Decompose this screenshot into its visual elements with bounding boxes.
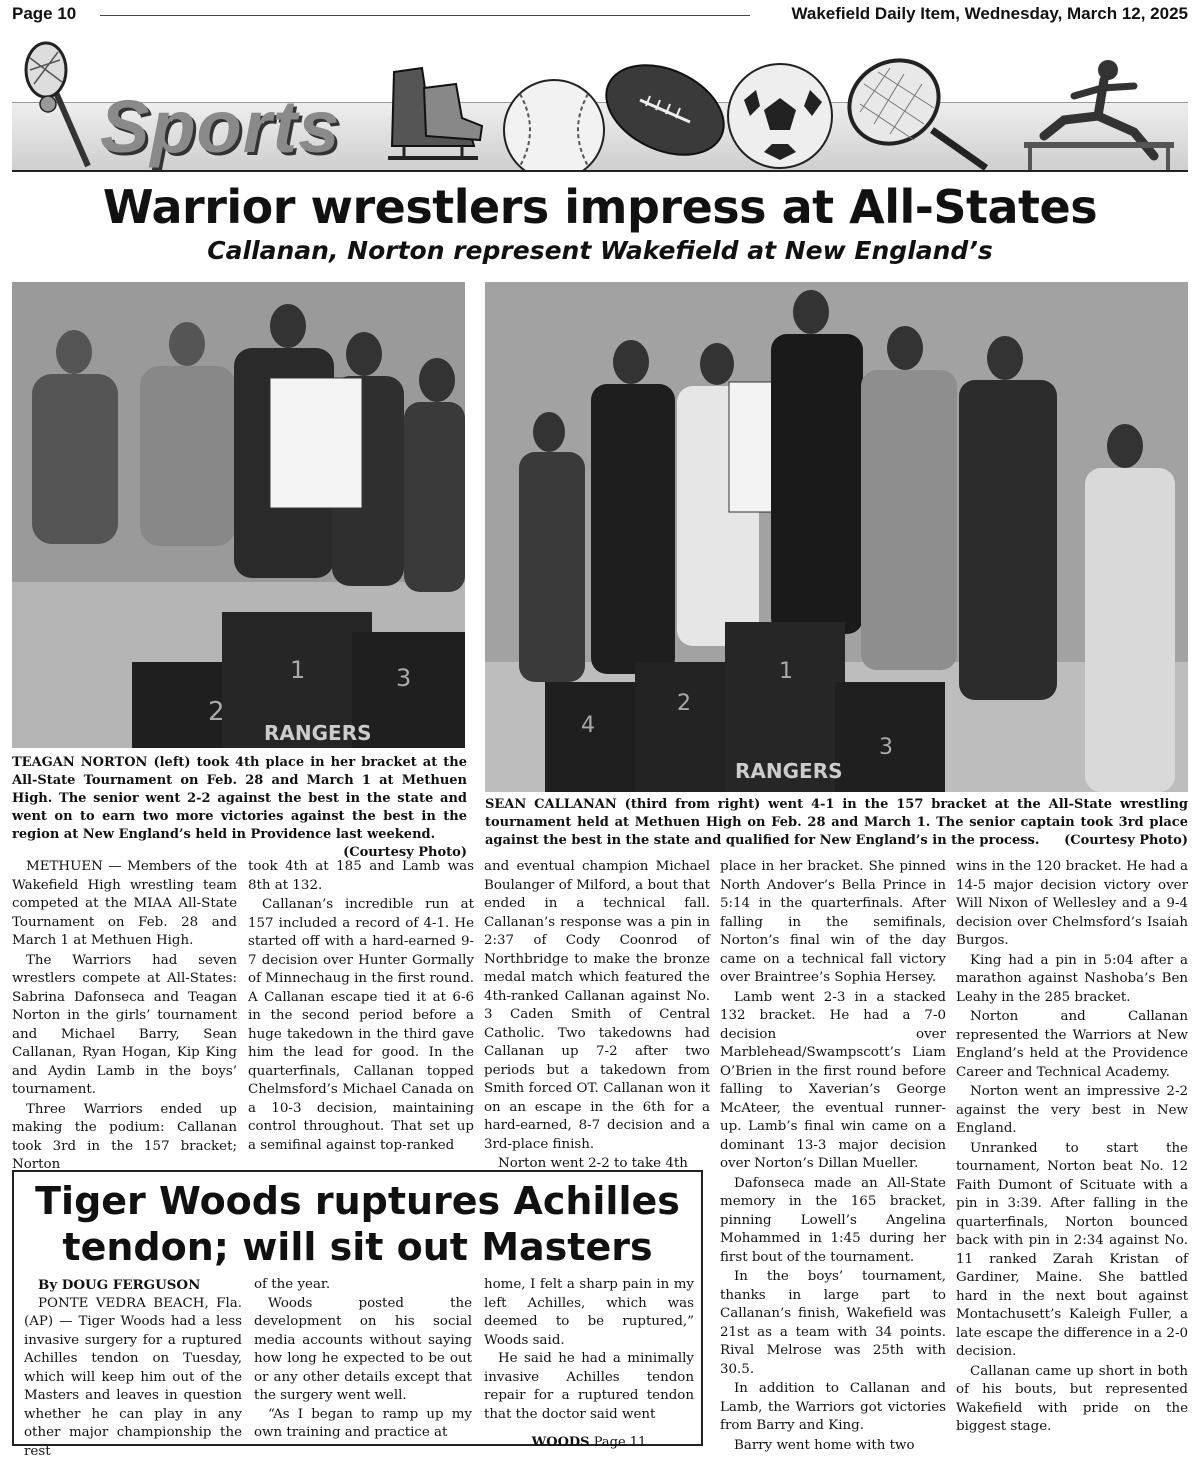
rangers-banner-text: RANGERS [264,721,372,745]
paragraph: Woods posted the development on his social media accounts without saying how long he expected to be out or any other details except that the surgery went well. [254,1295,472,1403]
article-column-2 [248,858,474,1155]
woods-column-1 [24,1276,242,1459]
paragraph: METHUEN — Members of the Wakefield High wrestling team competed at the MIAA All-State Tournament on Feb. 28 and March 1 at Methuen High. [12,859,237,948]
woods-column-3 [484,1276,694,1453]
jump-reference[interactable] [484,1434,694,1453]
article-column-4 [720,858,946,1455]
paragraph: of the year. [254,1277,331,1292]
sports-banner [12,32,1188,172]
photo-credit-left: (Courtesy Photo) [343,845,467,860]
woods-headline [14,1178,701,1270]
photo-credit-right: (Courtesy Photo) [1064,833,1188,848]
paragraph: wins in the 120 bracket. He had a 14-5 major decision victory over Will Nixon of Wellesley and a 9-4 decision over Chelmsford’s Isaiah Burgos. [956,859,1188,948]
paragraph: Dafonseca made an All-State memory in the 165 bracket, pinning Lowell’s Angelina Mohammed in 1:45 during her first bout of the tournament. [720,1175,946,1265]
baseball-icon [498,74,610,172]
paragraph: Three Warriors ended up making the podium: Callanan took 3rd in the 157 bracket; Norton [12,1101,237,1172]
paragraph: Unranked to start the tournament, Norton beat No. 12 Faith Dumont of Scituate with a pin in 3:39. After falling in the quarterfinals, Norton bounced back with pin in 2:34 against No. 11 ranked Zarah Kristan of Gardiner, Maine. She battled hard in the next bout against Montachusett’s Kaleigh Fuller, a late escape the difference in a 2-0 decision. [956,1140,1188,1359]
article-column-3 [484,858,710,1174]
hurdler-icon [1004,56,1184,172]
woods-headline-line: Tiger Woods ruptures Achilles [35,1179,680,1223]
podium-number: 2 [208,697,225,727]
lacrosse-stick-icon [18,40,102,168]
paragraph: Callanan came up short in both of his bouts, but represented Wakefield with pride on the biggest stage. [956,1363,1188,1434]
podium-number: 2 [677,691,691,716]
paragraph: took 4th at 185 and Lamb was 8th at 132. [248,859,474,893]
photo-sean-callanan [485,282,1188,792]
podium-number: 3 [879,735,893,760]
folio-rule [100,15,750,16]
paragraph: and eventual champion Michael Boulanger of Milford, a bout that ended in a technical fall. Callanan’s response was a pin in 2:37 of Cody Coonrod of Northbridge to make the bronze medal match which featured the 4th-ranked Callanan against No. 3 Caden Smith of Central Catholic. Two takedowns had Callanan up 7-2 after two periods but a takedown from Smith forced OT. Callanan won it on an escape in the 6th for a hard-earned, 8-7 decision and a 3rd-place finish. [484,859,710,1152]
paragraph: Norton and Callanan represented the Warriors at New England’s held at the Providence Career and Technical Academy. [956,1009,1188,1080]
photo-illustration-left [12,282,465,748]
woods-headline-line: tendon; will sit out Masters [62,1225,653,1269]
paragraph: Lamb went 2-3 in a stacked 132 bracket. He had a 7-0 decision over Marblehead/Swampscott’s Liam O’Brien in the first round before falling to Xaverian’s George McAteer, the eventual runner-up. Lamb’s final win came on a dominant 13-3 major decision over Norton’s Dillan Mueller. [720,989,946,1171]
jump-page: Page 11 [593,1435,647,1450]
paragraph: PONTE VEDRA BEACH, Fla. (AP) — Tiger Woods had a less invasive surgery for a ruptured Achilles tendon on Tuesday, which will keep him out of the Masters and leaves in question whether he can play in any other major championship the rest [24,1295,242,1459]
folio [12,4,1188,26]
paragraph: In addition to Callanan and Lamb, the Warriors got victories from Barry and King. [720,1381,946,1433]
podium-number: 1 [779,659,793,684]
paper-dateline: Wakefield Daily Item, Wednesday, March 12, 2025 [791,4,1188,23]
skates-icon [374,62,486,170]
sports-title: Sports [100,85,341,168]
podium-number: 1 [290,656,306,684]
paragraph: home, I felt a sharp pain in my left Achilles, which was deemed to be ruptured,” Woods said. [484,1277,694,1348]
tiger-woods-story [12,1170,703,1459]
paragraph: Barry went home with two [734,1437,915,1453]
caption-right-text: SEAN CALLANAN (third from right) went 4-1 in the 157 bracket at the All-State wrestling tournament held at Methuen High on Feb. 28 and March 1. The senior captain took 3rd place against the best in the state and qualified for New England’s in the process. [485,797,1188,848]
main-headline: Warrior wrestlers impress at All-States [102,180,1098,234]
caption-left [12,754,467,862]
page-number: Page 10 [12,4,77,23]
podium-number: 4 [581,713,595,738]
paragraph: place in her bracket. She pinned North Andover’s Bella Prince in 5:14 in the quarterfinals. After falling in the semifinals, Norton’s final win of the day came on a technical fall victory over Braintree’s Sophia Hersey. [720,859,946,985]
paragraph: Norton went 2-2 to take 4th [498,1156,688,1171]
soccer-ball-icon [724,60,836,172]
jump-label: WOODS [531,1435,590,1450]
football-icon [600,50,730,170]
paragraph: Callanan’s incredible run at 157 included a record of 4-1. He started off with a hard-earned 9-7 decision over Hunter Gormally of Minnechaug in the first round. A Callanan escape tied it at 6-6 in the second period before a huge takedown in the third gave him the lead for good. In the quarterfinals, Callanan topped Chelmsford’s Michael Canada on a 10-3 decision, maintaining control throughout. That set up a semifinal against top-ranked [248,897,474,1153]
caption-right [485,796,1188,850]
photo-illustration-right [485,282,1188,792]
woods-column-2 [254,1276,472,1443]
podium-number: 3 [396,664,412,692]
paragraph: Norton went an impressive 2-2 against the very best in New England. [956,1084,1188,1136]
paragraph: “As I began to ramp up my own training and practice at [254,1406,472,1440]
article-column-1 [12,858,237,1175]
paragraph: The Warriors had seven wrestlers compete at All-States: Sabrina Dafonseca and Teagan Norton in the girls’ tournament and Michael Barry, Sean Callanan, Ryan Hogan, Kip King and Aydin Lamb in the boys’ tournament. [12,952,237,1097]
photo-teagan-norton [12,282,465,748]
tennis-racket-icon [834,54,994,172]
main-subhead: Callanan, Norton represent Wakefield at New England’s [207,236,993,265]
rangers-banner-text: RANGERS [735,759,843,783]
paragraph: He said he had a minimally invasive Achilles tendon repair for a ruptured tendon that the doctor said went [484,1351,694,1422]
byline: By DOUG FERGUSON [38,1277,201,1293]
paragraph: King had a pin in 5:04 after a marathon against Nashoba’s Ben Leahy in the 285 bracket. [956,952,1188,1005]
article-column-5 [956,858,1188,1437]
paragraph: In the boys’ tournament, thanks in large part to Callanan’s finish, Wakefield was 21st as a team with 34 points. Rival Melrose was 25th with 30.5. [720,1269,946,1377]
caption-left-text: TEAGAN NORTON (left) took 4th place in her bracket at the All-State Tournament on Feb. 28 and March 1 at Methuen High. The senior went 2-2 against the best in the state and went on to earn two more victories against the best in the region at New England’s held in Providence last weekend. [12,755,467,842]
